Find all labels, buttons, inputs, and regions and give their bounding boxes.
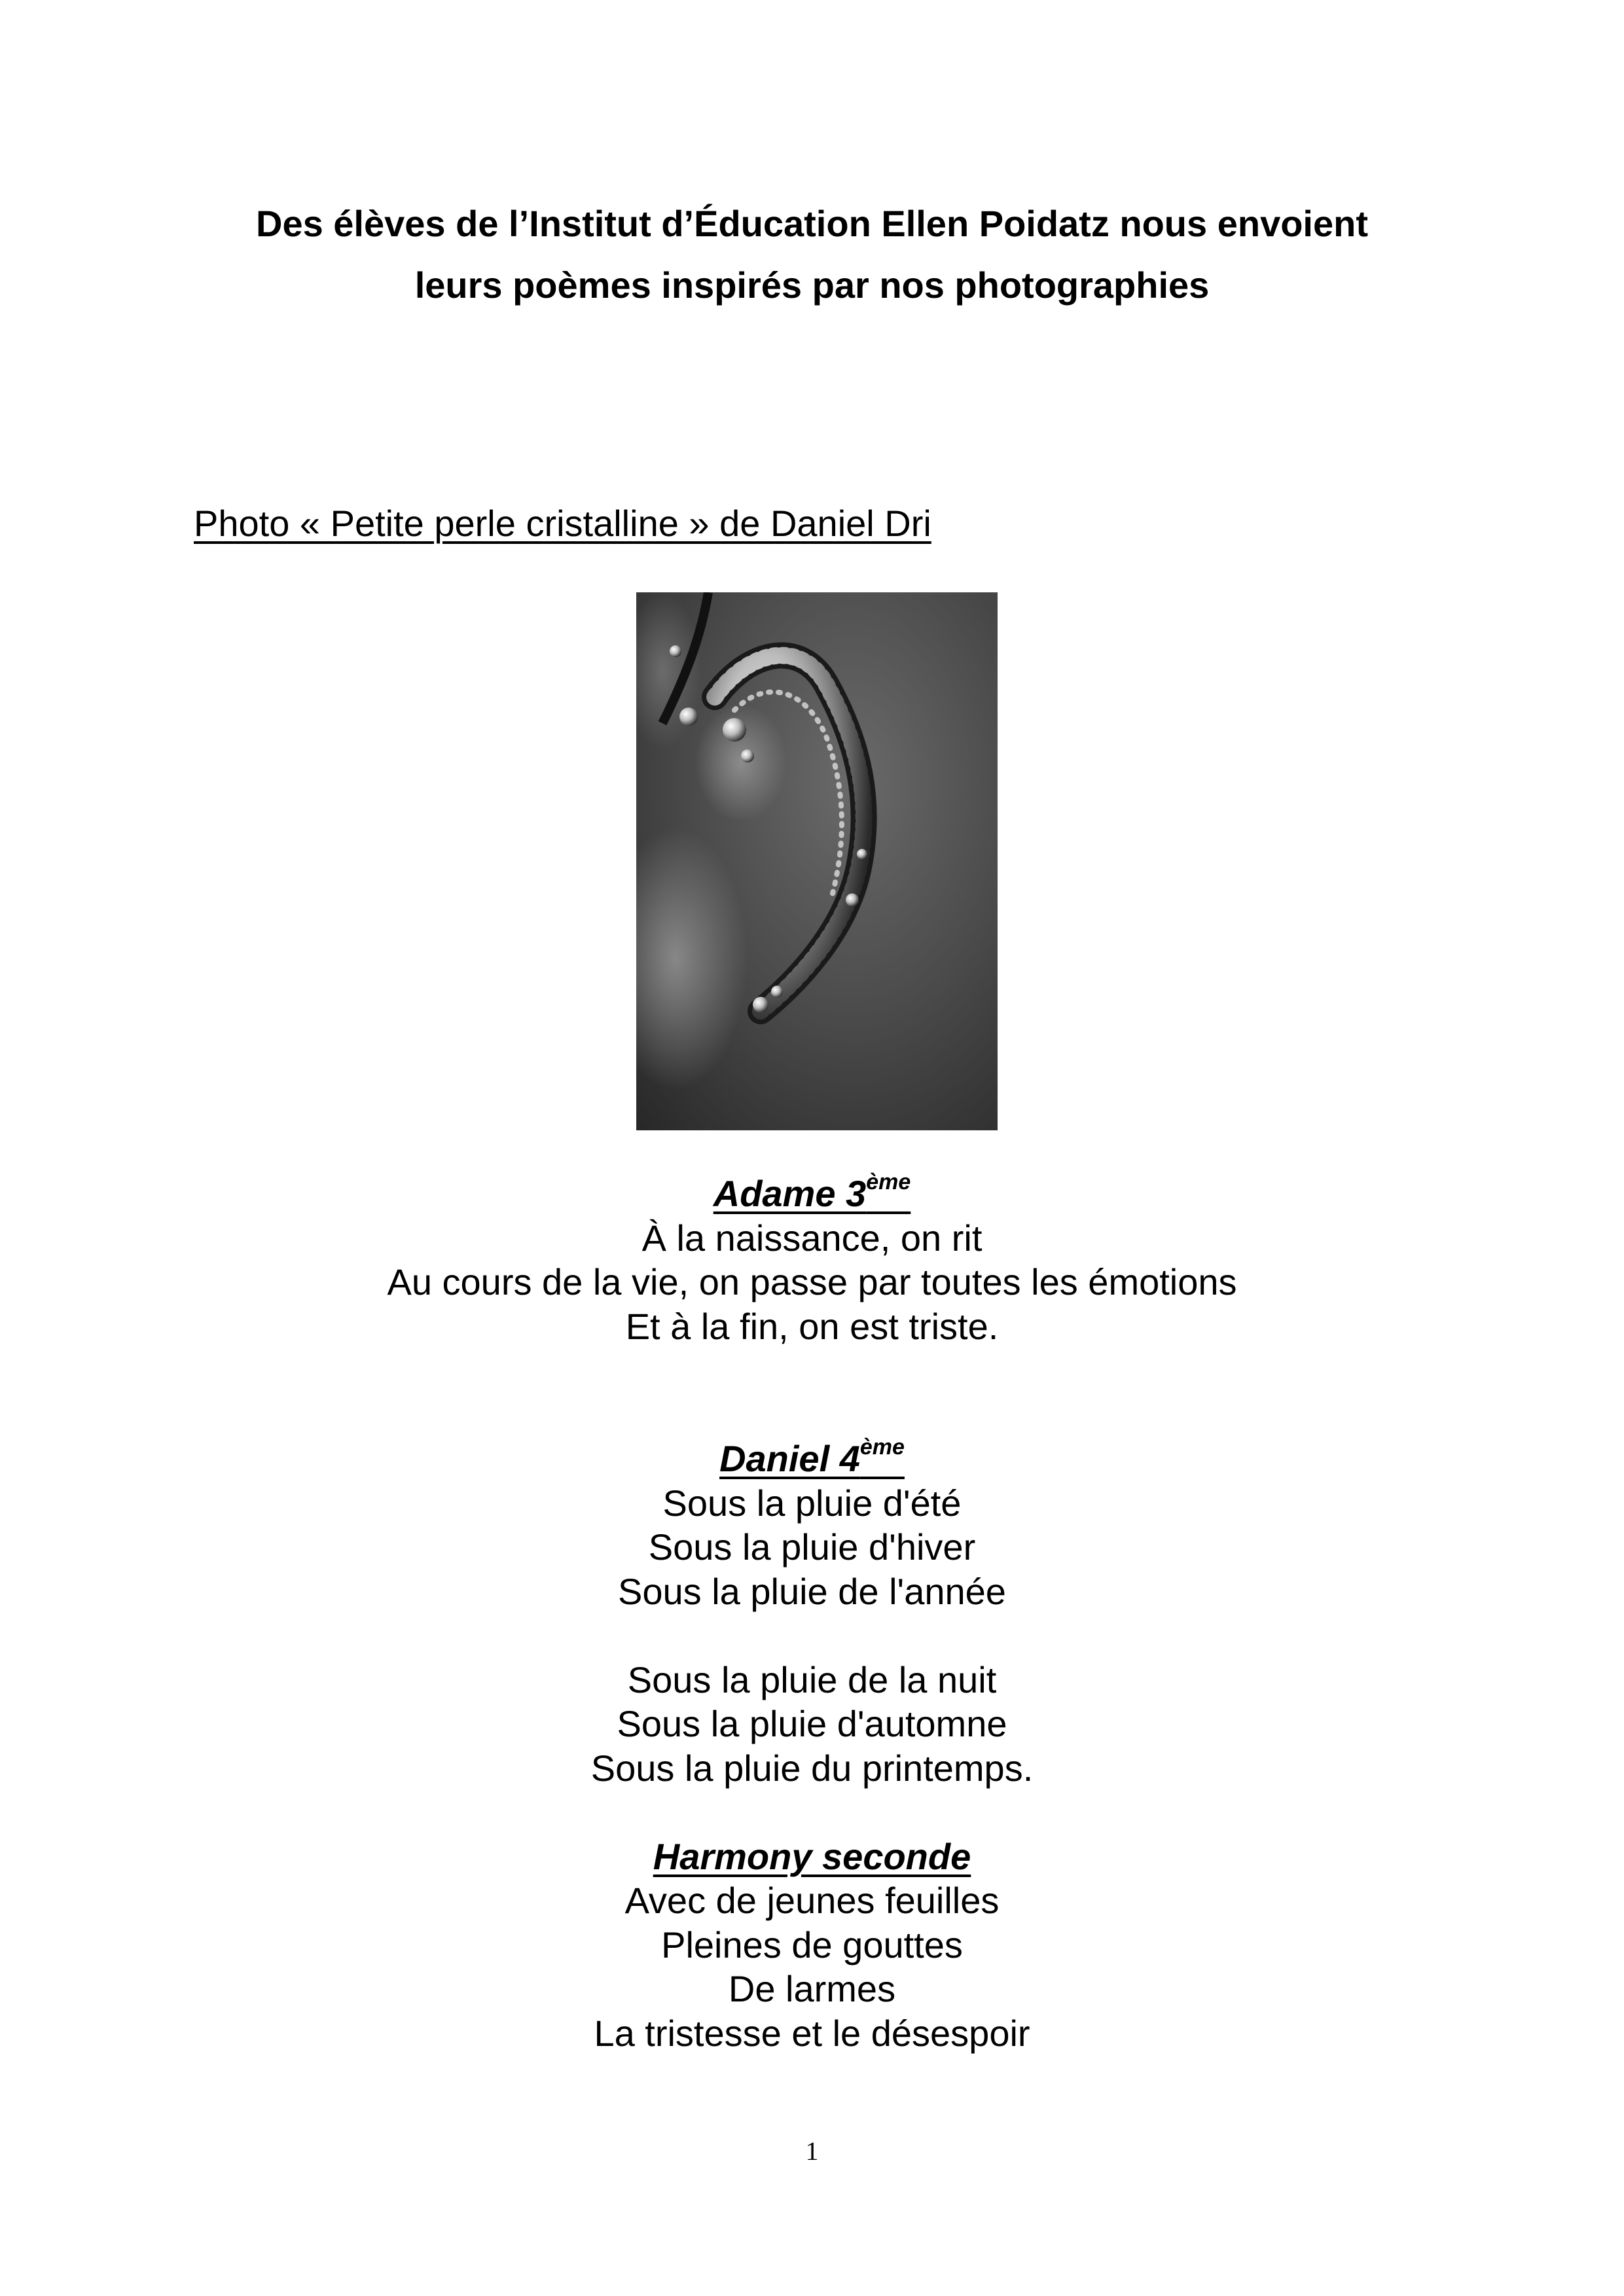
poem-2-title-line — [0, 1437, 1624, 1481]
poem-3-line-1: Avec de jeunes feuilles — [624, 1880, 1000, 1921]
poem-3-author: Harmony seconde — [653, 1835, 971, 1877]
poem-2-line-4: Sous la pluie de la nuit — [627, 1659, 997, 1700]
stanza-gap — [0, 1348, 1624, 1437]
poem-1-author: Adame 3ème — [713, 1170, 911, 1214]
poems-section — [0, 1172, 1624, 2055]
photo-graphic — [636, 592, 998, 1130]
title-line-2: leurs poèmes inspirés par nos photographies — [414, 264, 1210, 306]
poem-2-line-2: Sous la pluie d'hiver — [648, 1526, 976, 1568]
poem-3-title-line — [0, 1835, 1624, 1879]
poem-3-line-2: Pleines de gouttes — [661, 1924, 963, 1965]
document-title — [0, 193, 1624, 316]
poem-1-line-3: Et à la fin, on est triste. — [625, 1305, 999, 1347]
poem-1-title-line — [0, 1172, 1624, 1216]
poem-2-line-6: Sous la pluie du printemps. — [590, 1747, 1034, 1789]
poem-2-line-3: Sous la pluie de l'année — [618, 1570, 1006, 1612]
poem-3-line-4: La tristesse et le désespoir — [594, 2012, 1030, 2054]
stanza-gap — [0, 1613, 1624, 1658]
poem-2-line-1: Sous la pluie d'été — [662, 1482, 962, 1524]
photo-dewdrop-leaf — [636, 592, 998, 1130]
poem-1-line-2: Au cours de la vie, on passe par toutes les émotions — [387, 1261, 1237, 1302]
poem-2-line-5: Sous la pluie d'automne — [617, 1703, 1007, 1744]
title-line-1: Des élèves de l’Institut d’Éducation Ellen Poidatz nous envoient — [256, 203, 1368, 244]
poem-3-line-3: De larmes — [728, 1968, 896, 2009]
photo-caption: Photo « Petite perle cristalline » de Daniel Dri — [194, 503, 931, 544]
poem-2-author: Daniel 4ème — [719, 1435, 905, 1479]
stanza-gap — [0, 1790, 1624, 1835]
page-number: 1 — [805, 2136, 819, 2166]
poem-1-line-1: À la naissance, on rit — [641, 1217, 983, 1259]
